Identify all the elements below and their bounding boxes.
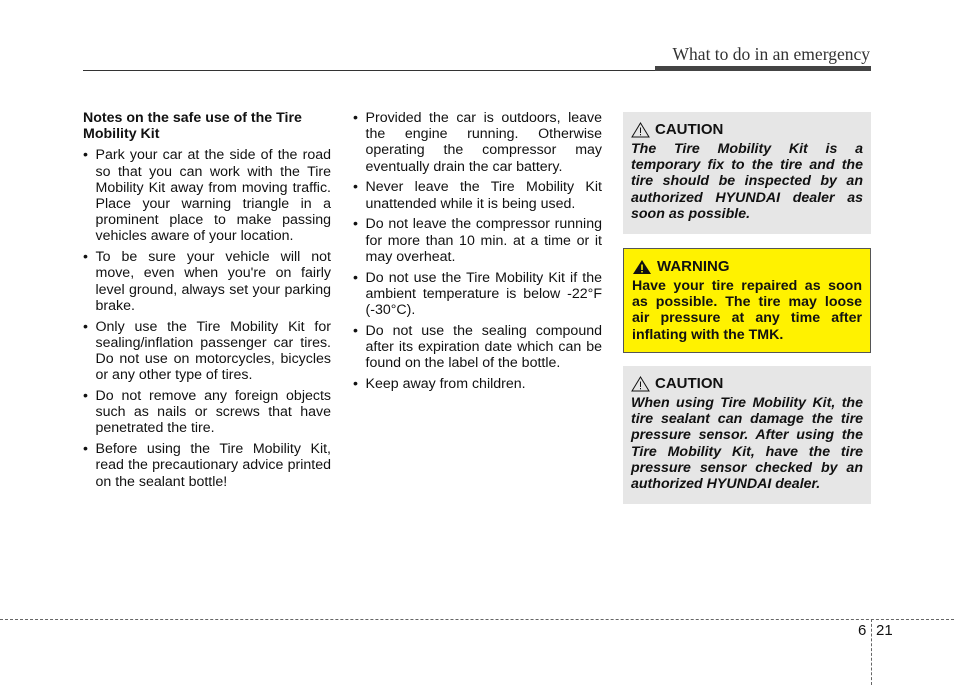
list-item: • To be sure your vehicle will not move, even when you're on fairly level ground, always set your parking brake. [83,249,331,314]
caution-text: The Tire Mobility Kit is a temporary fix to the tire and the tire should be inspected by an authorized HYUNDAI dealer as soon as possible. [631,141,863,222]
caution-title: CAUTION [655,375,724,392]
caution-box-pressure-sensor [623,366,871,504]
section-title: What to do in an emergency [672,44,870,64]
footer-divider [871,619,872,685]
left-column [83,110,331,494]
warning-text: Have your tire repaired as soon as possible. The tire may loose air pressure at any time after inflating with the TMK. [632,278,862,343]
list-item: • Do not use the sealing compound after its expiration date which can be found on the label of the bottle. [353,323,602,372]
list-item: • Do not leave the compressor running for more than 10 min. at a time or it may overheat. [353,216,602,265]
safety-notes-list [83,147,331,489]
list-item: • Never leave the Tire Mobility Kit unattended while it is being used. [353,179,602,211]
section-heading: Notes on the safe use of the Tire Mobility Kit [83,110,302,143]
caution-triangle-icon [631,122,650,138]
caution-triangle-icon [631,376,650,392]
page-number: 21 [876,622,893,639]
footer-rule [0,619,954,620]
safety-notes-list-continued [353,110,602,392]
caution-box-temporary-fix [623,112,871,234]
caution-text: When using Tire Mobility Kit, the tire sealant can damage the tire pressure sensor. After using the Tire Mobility Kit, have the tire pressure sensor checked by an authorized HYUNDAI dealer. [631,395,863,493]
list-item: • Do not remove any foreign objects such as nails or screws that have penetrated the tire. [83,388,331,437]
header-accent-bar [655,66,871,71]
chapter-number: 6 [858,622,867,639]
warning-heading [632,258,862,275]
list-item: • Before using the Tire Mobility Kit, read the precautionary advice printed on the sealant bottle! [83,441,331,490]
warning-triangle-icon [632,259,652,275]
list-item: • Only use the Tire Mobility Kit for sealing/inflation passenger car tires. Do not use on motorcycles, bicycles or any other type of tires. [83,319,331,384]
list-item: • Park your car at the side of the road so that you can work with the Tire Mobility Kit away from moving traffic. Place your warning triangle in a prominent place to make passing vehicles aware of your location. [83,147,331,244]
caution-heading [631,375,863,392]
warning-box [623,248,871,353]
middle-column [353,110,602,397]
warning-title: WARNING [657,258,730,275]
list-item: • Provided the car is outdoors, leave the engine running. Otherwise operating the compressor may eventually drain the car battery. [353,110,602,175]
caution-title: CAUTION [655,121,724,138]
list-item: • Do not use the Tire Mobility Kit if the ambient temperature is below -22°F (-30°C). [353,270,602,319]
caution-heading [631,121,863,138]
list-item: • Keep away from children. [353,376,602,392]
